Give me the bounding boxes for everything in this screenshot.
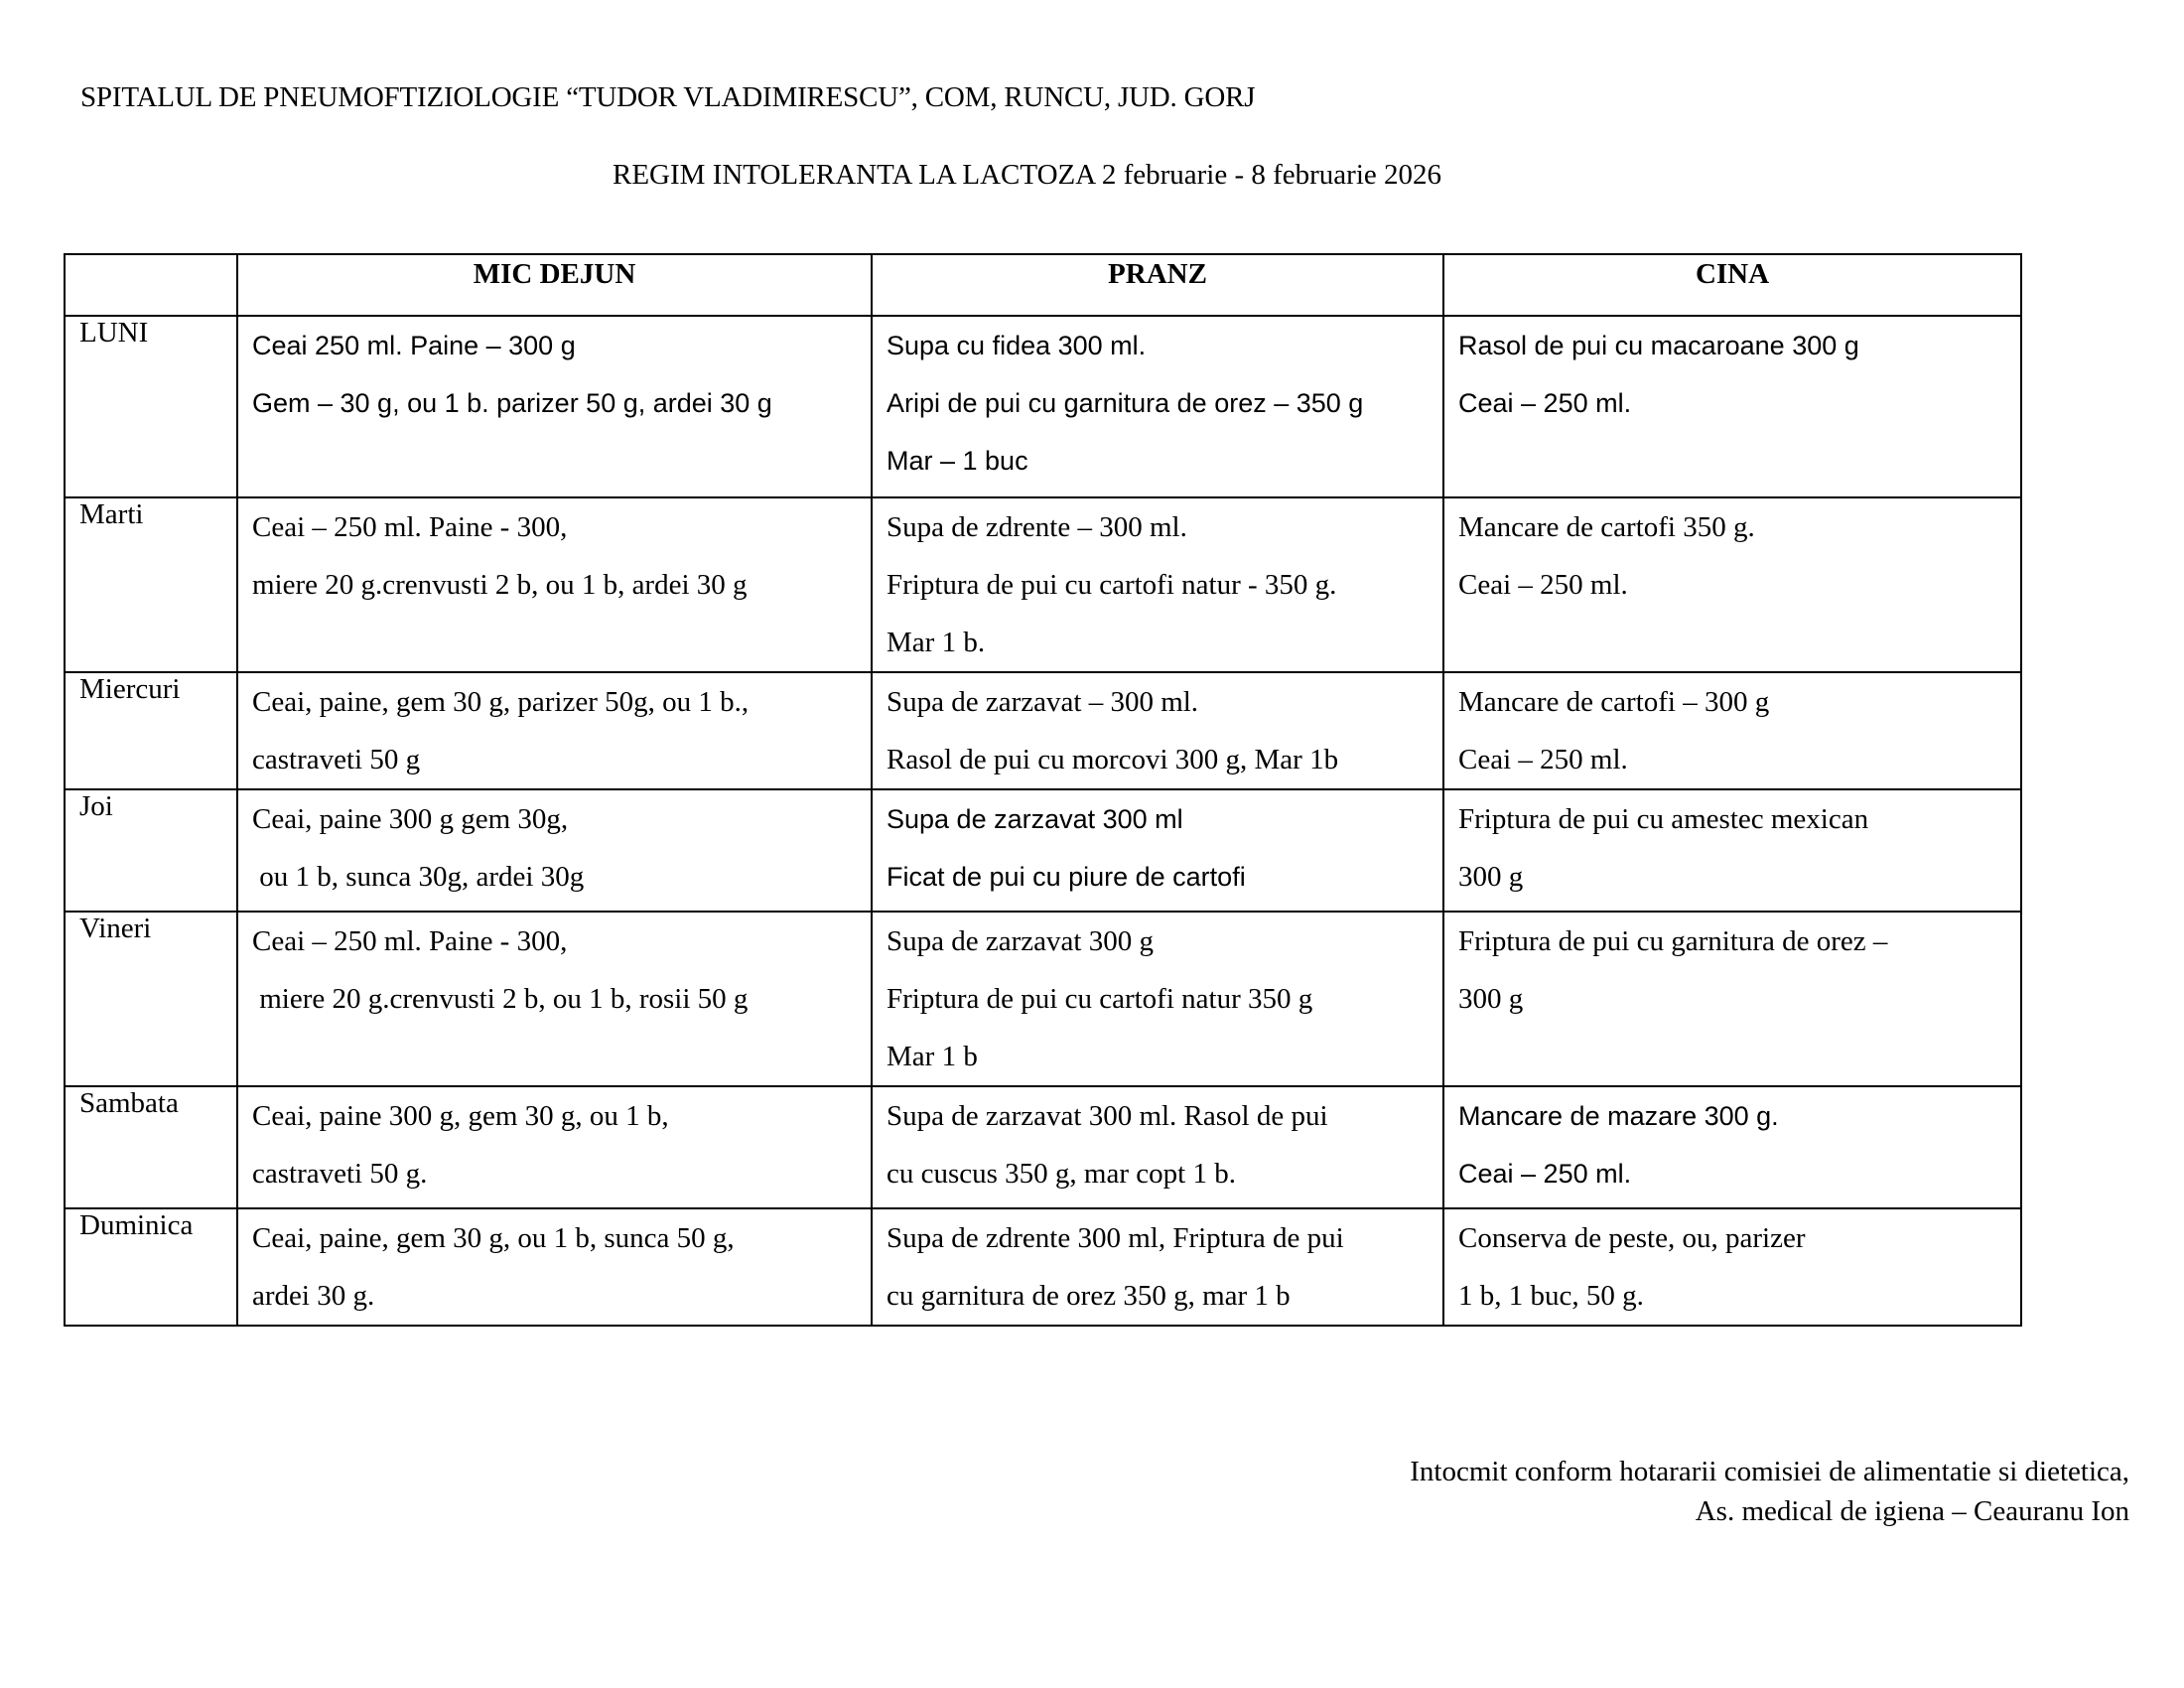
meal-item-line: Gem – 30 g, ou 1 b. parizer 50 g, ardei 30 g [252,388,772,418]
meal-item-line: Rasol de pui cu morcovi 300 g, Mar 1b [887,744,1339,775]
meal-item-line: 300 g [1458,983,1524,1015]
meal-item-line: Mar 1 b [887,1041,978,1072]
table-row [65,1086,2021,1208]
header-cina: CINA [1443,254,2021,316]
meal-item-line: cu garnitura de orez 350 g, mar 1 b [887,1280,1291,1312]
table-row [65,1208,2021,1326]
pranz-cell [872,1208,1443,1326]
day-cell: Marti [65,497,237,672]
header-day [65,254,237,316]
pranz-cell [872,1086,1443,1208]
meal-item-line: Aripi de pui cu garnitura de orez – 350 g [887,388,1364,418]
meal-item-line: Ceai – 250 ml. Paine - 300, [252,925,568,957]
meal-item-line: miere 20 g.crenvusti 2 b, ou 1 b, rosii 50 g [252,983,749,1015]
meal-item-line: Friptura de pui cu cartofi natur 350 g [887,983,1313,1015]
meal-item-line: Supa de zarzavat 300 ml [887,804,1183,834]
meal-item-line: Supa de zarzavat 300 g [887,925,1154,957]
footer-signatory: As. medical de igiena – Ceauranu Ion [1695,1495,2129,1527]
meal-item-line: Conserva de peste, ou, parizer [1458,1222,1806,1254]
institution-name: SPITALUL DE PNEUMOFTIZIOLOGIE “TUDOR VLADIMIRESCU”, COM, RUNCU, JUD. GORJ [80,81,1256,113]
meal-item-line: Friptura de pui cu garnitura de orez – [1458,925,1888,957]
meal-item-line: Ceai – 250 ml. [1458,744,1628,775]
meal-item-line: Ficat de pui cu piure de cartofi [887,862,1246,892]
meal-item-line: Ceai – 250 ml. [1458,569,1628,601]
day-cell: Vineri [65,912,237,1086]
meal-item-line: Supa de zarzavat – 300 ml. [887,686,1199,718]
meal-item-line: Friptura de pui cu amestec mexican [1458,803,1869,835]
meal-item-line: Mancare de cartofi – 300 g [1458,686,1770,718]
meal-item-line: Ceai, paine, gem 30 g, ou 1 b, sunca 50 g, [252,1222,735,1254]
cina-cell [1443,1208,2021,1326]
header-pranz: PRANZ [872,254,1443,316]
footer-approval-note: Intocmit conform hotararii comisiei de alimentatie si dietetica, [1410,1456,2129,1487]
meal-item-line: Supa de zarzavat 300 ml. Rasol de pui [887,1100,1328,1132]
header-mic-dejun: MIC DEJUN [237,254,872,316]
table-header-row [65,254,2021,316]
cina-cell [1443,316,2021,497]
table-row [65,497,2021,672]
meal-item-line: Mancare de mazare 300 g. [1458,1101,1779,1131]
meal-item-line: Ceai – 250 ml. Paine - 300, [252,511,568,543]
mic-dejun-cell [237,1086,872,1208]
cina-cell [1443,672,2021,789]
meal-item-line: ardei 30 g. [252,1280,375,1312]
meal-item-line: Ceai, paine 300 g, gem 30 g, ou 1 b, [252,1100,669,1132]
pranz-cell [872,912,1443,1086]
meal-item-line: cu cuscus 350 g, mar copt 1 b. [887,1158,1236,1190]
meal-item-line: Friptura de pui cu cartofi natur - 350 g. [887,569,1337,601]
day-cell: LUNI [65,316,237,497]
weekly-menu-table [64,253,2022,1327]
pranz-cell [872,672,1443,789]
meal-item-line: Ceai, paine 300 g gem 30g, [252,803,569,835]
cina-cell [1443,497,2021,672]
menu-title: REGIM INTOLERANTA LA LACTOZA 2 februarie - 8 februarie 2026 [613,159,1442,191]
mic-dejun-cell [237,672,872,789]
day-cell: Miercuri [65,672,237,789]
day-cell: Sambata [65,1086,237,1208]
meal-item-line: Mancare de cartofi 350 g. [1458,511,1755,543]
meal-item-line: ou 1 b, sunca 30g, ardei 30g [252,861,585,893]
mic-dejun-cell [237,912,872,1086]
table-row [65,789,2021,912]
meal-item-line: Ceai 250 ml. Paine – 300 g [252,331,576,360]
mic-dejun-cell [237,497,872,672]
meal-item-line: miere 20 g.crenvusti 2 b, ou 1 b, ardei 30 g [252,569,748,601]
mic-dejun-cell [237,1208,872,1326]
pranz-cell [872,789,1443,912]
mic-dejun-cell [237,789,872,912]
mic-dejun-cell [237,316,872,497]
meal-item-line: 1 b, 1 buc, 50 g. [1458,1280,1644,1312]
meal-item-line: Rasol de pui cu macaroane 300 g [1458,331,1859,360]
day-cell: Duminica [65,1208,237,1326]
meal-item-line: Mar 1 b. [887,627,986,658]
pranz-cell [872,316,1443,497]
pranz-cell [872,497,1443,672]
meal-item-line: Supa cu fidea 300 ml. [887,331,1147,360]
day-cell: Joi [65,789,237,912]
table-row [65,912,2021,1086]
cina-cell [1443,1086,2021,1208]
meal-item-line: Mar – 1 buc [887,446,1028,476]
meal-item-line: Supa de zdrente 300 ml, Friptura de pui [887,1222,1344,1254]
meal-item-line: Ceai – 250 ml. [1458,1159,1632,1189]
cina-cell [1443,912,2021,1086]
table-row [65,672,2021,789]
cina-cell [1443,789,2021,912]
meal-item-line: castraveti 50 g. [252,1158,428,1190]
meal-item-line: Ceai, paine, gem 30 g, parizer 50g, ou 1 b., [252,686,750,718]
meal-item-line: Supa de zdrente – 300 ml. [887,511,1187,543]
meal-item-line: castraveti 50 g [252,744,421,775]
meal-item-line: 300 g [1458,861,1524,893]
table-row [65,316,2021,497]
meal-item-line: Ceai – 250 ml. [1458,388,1632,418]
